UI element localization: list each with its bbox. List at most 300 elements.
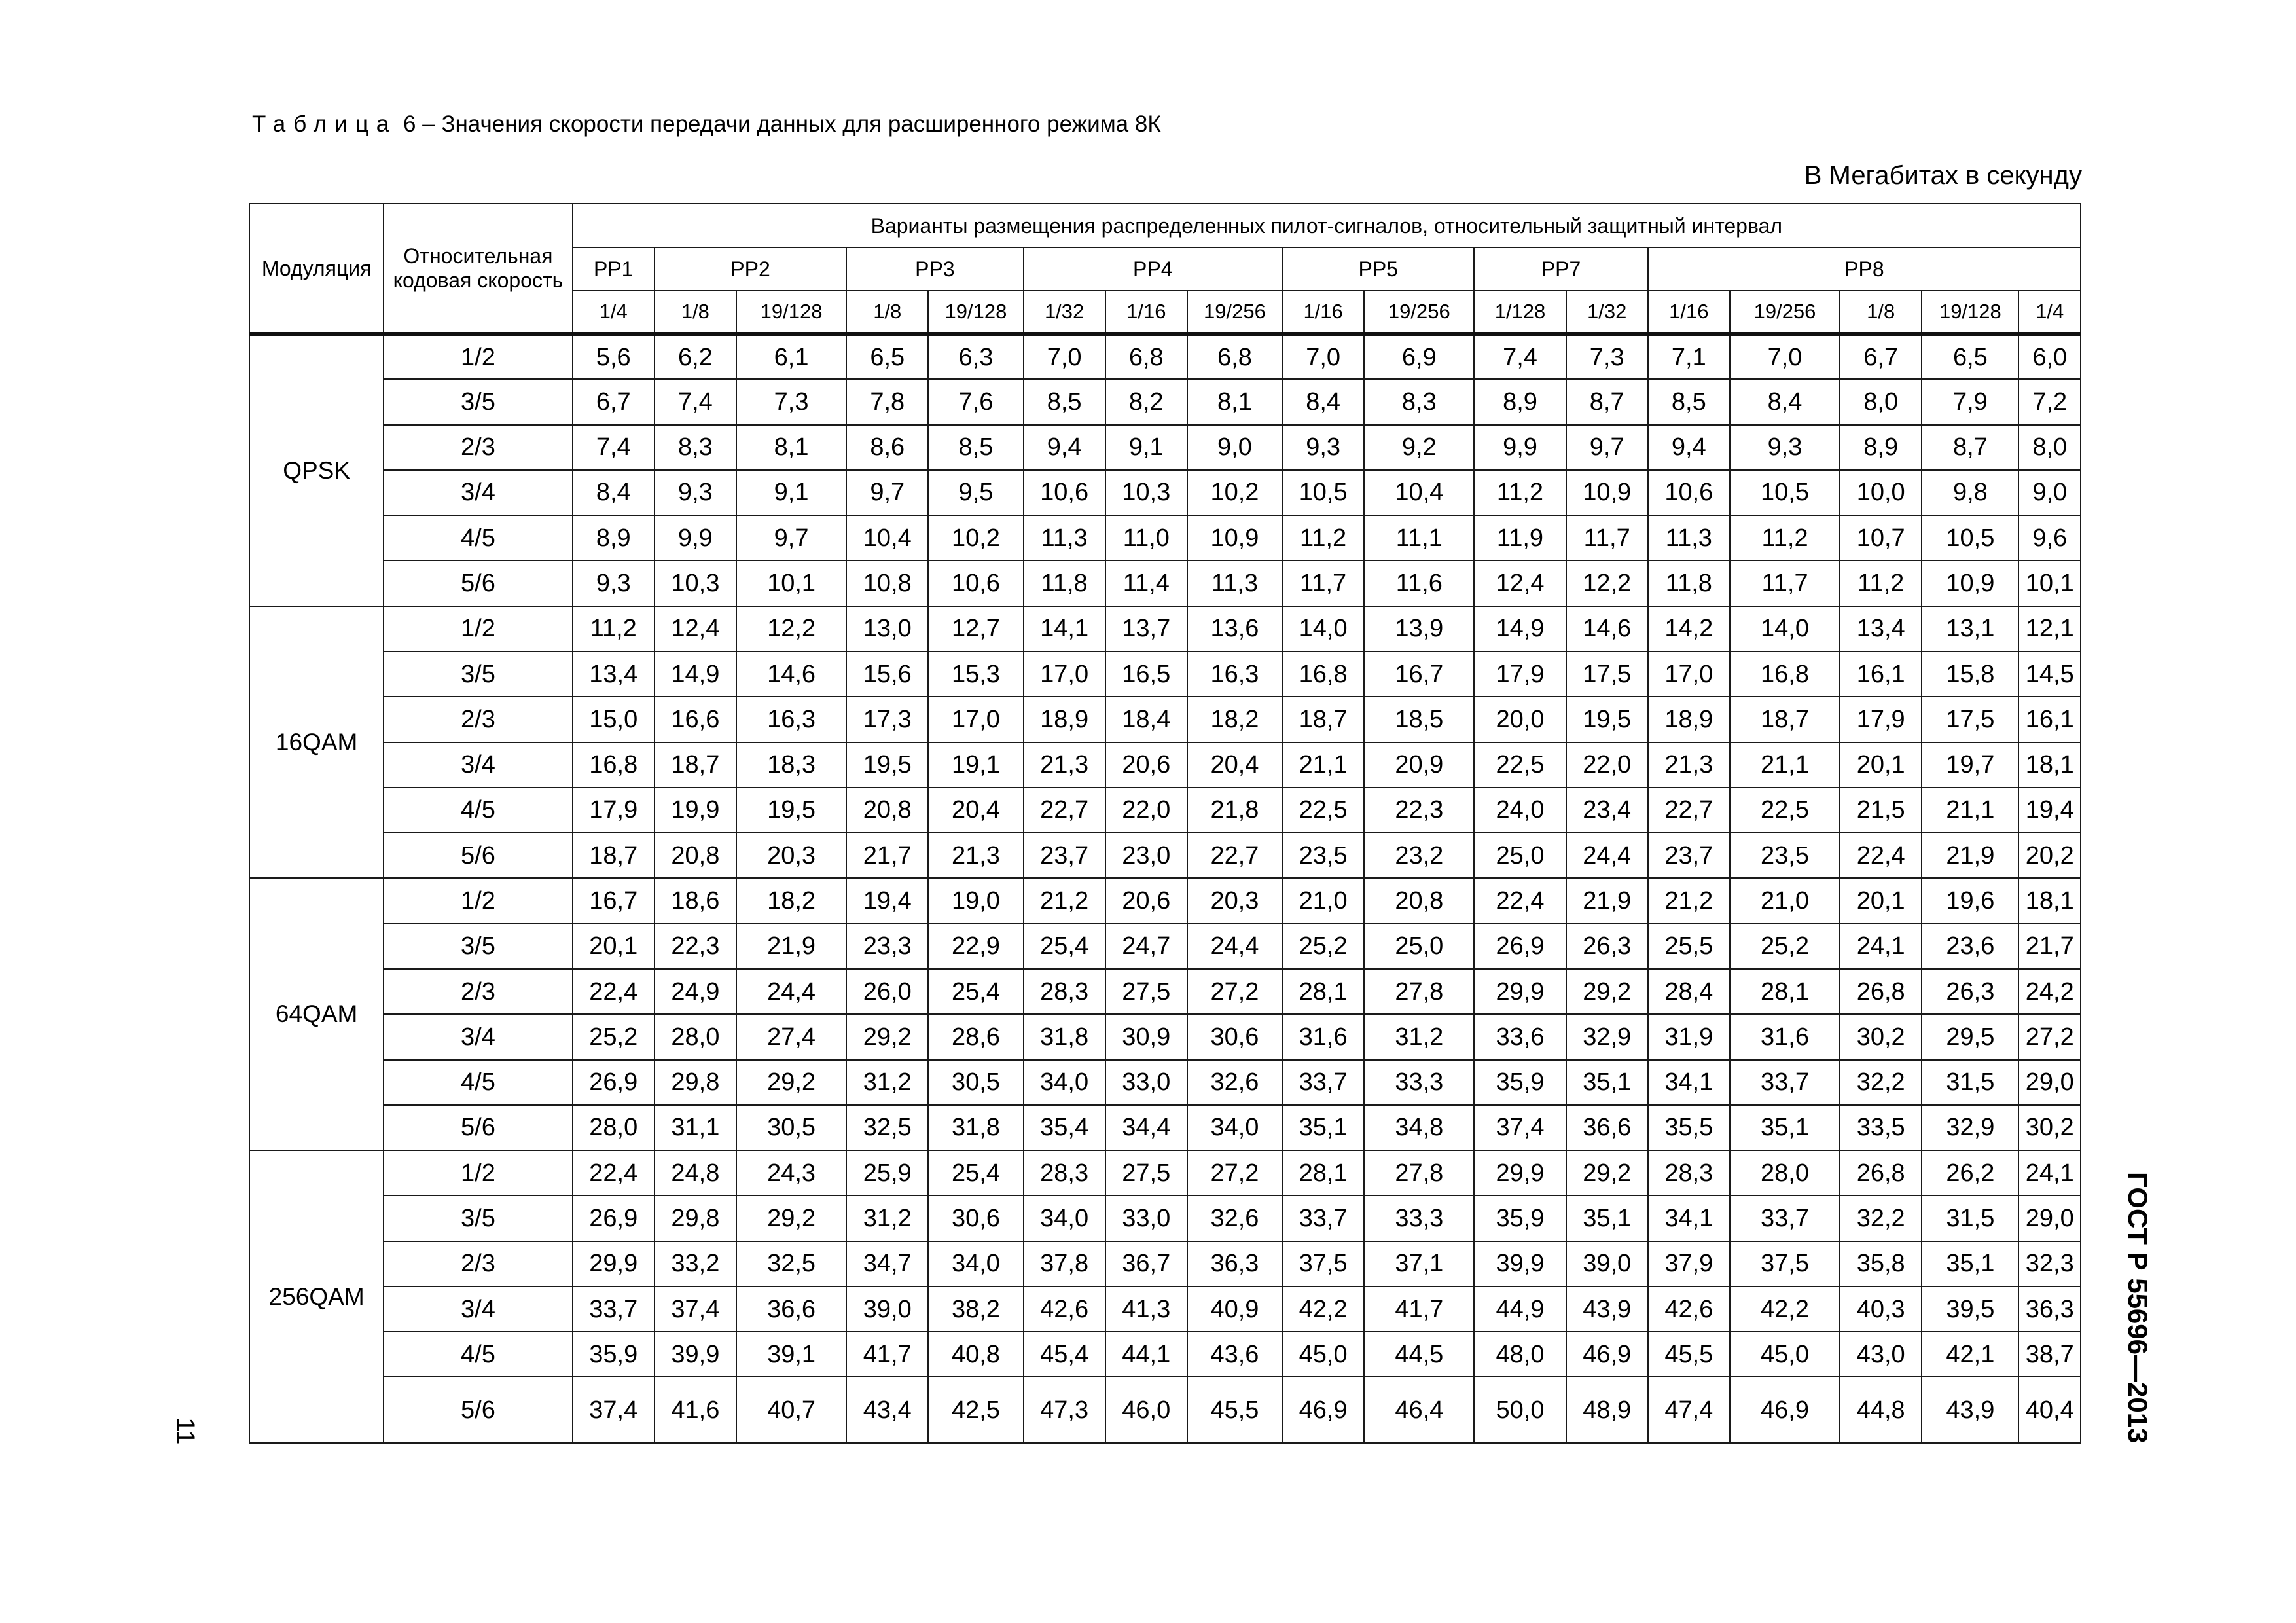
value-cell: 6,8 — [1187, 334, 1282, 379]
value-cell: 9,7 — [736, 515, 846, 560]
code-rate-cell: 2/3 — [384, 697, 572, 742]
value-cell: 29,2 — [736, 1060, 846, 1105]
value-cell: 14,1 — [1024, 606, 1105, 651]
value-cell: 26,9 — [573, 1195, 655, 1241]
code-rate-cell: 3/4 — [384, 1286, 572, 1332]
value-cell: 10,1 — [736, 560, 846, 606]
value-cell: 32,3 — [2018, 1241, 2081, 1286]
value-cell: 7,6 — [928, 379, 1023, 424]
value-cell: 10,8 — [846, 560, 928, 606]
value-cell: 31,6 — [1282, 1014, 1364, 1059]
value-cell: 37,8 — [1024, 1241, 1105, 1286]
table-row — [249, 560, 2081, 606]
value-cell: 10,7 — [1840, 515, 1922, 560]
value-cell: 8,7 — [1922, 425, 2018, 470]
value-cell: 33,7 — [1730, 1060, 1840, 1105]
value-cell: 21,3 — [1648, 742, 1730, 788]
table-caption-lead: Таблица — [252, 111, 397, 137]
value-cell: 37,1 — [1364, 1241, 1474, 1286]
value-cell: 30,2 — [2018, 1105, 2081, 1150]
value-cell: 28,1 — [1730, 969, 1840, 1014]
value-cell: 8,9 — [573, 515, 655, 560]
value-cell: 25,2 — [1730, 924, 1840, 969]
value-cell: 41,3 — [1105, 1286, 1187, 1332]
pilot-pattern-header: PP2 — [655, 247, 846, 291]
code-rate-cell: 1/2 — [384, 606, 572, 651]
value-cell: 11,8 — [1648, 560, 1730, 606]
code-rate-cell: 1/2 — [384, 334, 572, 379]
value-cell: 24,4 — [1187, 924, 1282, 969]
value-cell: 25,4 — [1024, 924, 1105, 969]
value-cell: 17,9 — [1474, 651, 1566, 697]
value-cell: 21,5 — [1840, 788, 1922, 833]
table-row — [249, 1377, 2081, 1443]
value-cell: 28,3 — [1024, 969, 1105, 1014]
table-row — [249, 1286, 2081, 1332]
value-cell: 15,8 — [1922, 651, 2018, 697]
value-cell: 9,0 — [1187, 425, 1282, 470]
value-cell: 15,0 — [573, 697, 655, 742]
table-row — [249, 606, 2081, 651]
table-row — [249, 1195, 2081, 1241]
guard-interval-header: 19/128 — [736, 291, 846, 334]
table-row — [249, 1241, 2081, 1286]
value-cell: 8,4 — [573, 470, 655, 515]
value-cell: 29,9 — [1474, 969, 1566, 1014]
value-cell: 18,1 — [2018, 742, 2081, 788]
value-cell: 11,7 — [1566, 515, 1648, 560]
value-cell: 8,4 — [1730, 379, 1840, 424]
value-cell: 40,8 — [928, 1332, 1023, 1377]
value-cell: 13,7 — [1105, 606, 1187, 651]
value-cell: 26,8 — [1840, 1150, 1922, 1195]
value-cell: 19,5 — [736, 788, 846, 833]
value-cell: 13,9 — [1364, 606, 1474, 651]
value-cell: 16,7 — [573, 878, 655, 923]
value-cell: 7,3 — [736, 379, 846, 424]
value-cell: 24,1 — [2018, 1150, 2081, 1195]
value-cell: 22,4 — [573, 969, 655, 1014]
value-cell: 18,7 — [1730, 697, 1840, 742]
value-cell: 22,4 — [1840, 833, 1922, 878]
value-cell: 21,1 — [1730, 742, 1840, 788]
value-cell: 21,0 — [1282, 878, 1364, 923]
value-cell: 19,4 — [2018, 788, 2081, 833]
value-cell: 28,6 — [928, 1014, 1023, 1059]
value-cell: 21,8 — [1187, 788, 1282, 833]
modulation-cell: 16QAM — [249, 606, 384, 879]
value-cell: 7,1 — [1648, 334, 1730, 379]
value-cell: 8,9 — [1840, 425, 1922, 470]
value-cell: 34,1 — [1648, 1195, 1730, 1241]
value-cell: 35,1 — [1282, 1105, 1364, 1150]
value-cell: 43,4 — [846, 1377, 928, 1443]
value-cell: 26,9 — [573, 1060, 655, 1105]
value-cell: 6,1 — [736, 334, 846, 379]
value-cell: 33,5 — [1840, 1105, 1922, 1150]
value-cell: 22,5 — [1730, 788, 1840, 833]
value-cell: 40,7 — [736, 1377, 846, 1443]
code-rate-cell: 5/6 — [384, 560, 572, 606]
value-cell: 10,4 — [1364, 470, 1474, 515]
value-cell: 26,2 — [1922, 1150, 2018, 1195]
value-cell: 7,4 — [573, 425, 655, 470]
value-cell: 34,1 — [1648, 1060, 1730, 1105]
value-cell: 46,4 — [1364, 1377, 1474, 1443]
value-cell: 11,3 — [1024, 515, 1105, 560]
value-cell: 26,0 — [846, 969, 928, 1014]
table-row — [249, 969, 2081, 1014]
value-cell: 18,2 — [736, 878, 846, 923]
value-cell: 47,3 — [1024, 1377, 1105, 1443]
value-cell: 12,2 — [736, 606, 846, 651]
value-cell: 11,2 — [1474, 470, 1566, 515]
value-cell: 46,9 — [1566, 1332, 1648, 1377]
value-cell: 22,5 — [1282, 788, 1364, 833]
value-cell: 33,6 — [1474, 1014, 1566, 1059]
value-cell: 22,4 — [573, 1150, 655, 1195]
table-row — [249, 515, 2081, 560]
value-cell: 8,2 — [1105, 379, 1187, 424]
value-cell: 43,6 — [1187, 1332, 1282, 1377]
value-cell: 21,9 — [1566, 878, 1648, 923]
value-cell: 6,9 — [1364, 334, 1474, 379]
value-cell: 25,4 — [928, 1150, 1023, 1195]
value-cell: 9,1 — [736, 470, 846, 515]
guard-interval-header: 1/16 — [1282, 291, 1364, 334]
table-row — [249, 379, 2081, 424]
value-cell: 41,7 — [1364, 1286, 1474, 1332]
value-cell: 17,9 — [573, 788, 655, 833]
modulation-cell: 256QAM — [249, 1150, 384, 1443]
guard-interval-header: 1/32 — [1024, 291, 1105, 334]
code-rate-cell: 3/5 — [384, 924, 572, 969]
value-cell: 47,4 — [1648, 1377, 1730, 1443]
value-cell: 32,6 — [1187, 1195, 1282, 1241]
value-cell: 7,4 — [1474, 334, 1566, 379]
value-cell: 26,3 — [1922, 969, 2018, 1014]
value-cell: 11,9 — [1474, 515, 1566, 560]
value-cell: 20,3 — [1187, 878, 1282, 923]
modulation-cell: QPSK — [249, 334, 384, 606]
value-cell: 6,5 — [846, 334, 928, 379]
value-cell: 22,7 — [1187, 833, 1282, 878]
value-cell: 46,9 — [1282, 1377, 1364, 1443]
value-cell: 11,7 — [1282, 560, 1364, 606]
value-cell: 36,3 — [1187, 1241, 1282, 1286]
value-cell: 25,2 — [1282, 924, 1364, 969]
value-cell: 20,6 — [1105, 878, 1187, 923]
value-cell: 30,5 — [736, 1105, 846, 1150]
value-cell: 32,2 — [1840, 1060, 1922, 1105]
value-cell: 43,0 — [1840, 1332, 1922, 1377]
value-cell: 15,3 — [928, 651, 1023, 697]
value-cell: 14,5 — [2018, 651, 2081, 697]
code-rate-cell: 5/6 — [384, 1377, 572, 1443]
value-cell: 42,2 — [1730, 1286, 1840, 1332]
value-cell: 16,3 — [736, 697, 846, 742]
value-cell: 7,0 — [1024, 334, 1105, 379]
value-cell: 14,9 — [1474, 606, 1566, 651]
value-cell: 21,1 — [1282, 742, 1364, 788]
value-cell: 33,3 — [1364, 1060, 1474, 1105]
value-cell: 48,0 — [1474, 1332, 1566, 1377]
guard-interval-header: 19/256 — [1364, 291, 1474, 334]
value-cell: 33,7 — [573, 1286, 655, 1332]
value-cell: 39,1 — [736, 1332, 846, 1377]
value-cell: 8,3 — [655, 425, 736, 470]
value-cell: 22,0 — [1105, 788, 1187, 833]
value-cell: 10,0 — [1840, 470, 1922, 515]
code-rate-cell: 1/2 — [384, 878, 572, 923]
value-cell: 33,0 — [1105, 1060, 1187, 1105]
value-cell: 29,0 — [2018, 1060, 2081, 1105]
pilot-pattern-header: PP7 — [1474, 247, 1647, 291]
value-cell: 36,7 — [1105, 1241, 1187, 1286]
value-cell: 32,5 — [846, 1105, 928, 1150]
value-cell: 9,1 — [1105, 425, 1187, 470]
value-cell: 25,4 — [928, 969, 1023, 1014]
value-cell: 21,7 — [846, 833, 928, 878]
guard-interval-header: 19/256 — [1730, 291, 1840, 334]
value-cell: 28,3 — [1024, 1150, 1105, 1195]
value-cell: 9,2 — [1364, 425, 1474, 470]
value-cell: 23,2 — [1364, 833, 1474, 878]
value-cell: 11,6 — [1364, 560, 1474, 606]
value-cell: 24,3 — [736, 1150, 846, 1195]
value-cell: 11,2 — [1730, 515, 1840, 560]
value-cell: 16,8 — [1282, 651, 1364, 697]
value-cell: 11,8 — [1024, 560, 1105, 606]
value-cell: 35,1 — [1922, 1241, 2018, 1286]
table-row — [249, 470, 2081, 515]
value-cell: 20,8 — [846, 788, 928, 833]
value-cell: 34,4 — [1105, 1105, 1187, 1150]
value-cell: 11,2 — [1282, 515, 1364, 560]
value-cell: 32,5 — [736, 1241, 846, 1286]
value-cell: 24,0 — [1474, 788, 1566, 833]
value-cell: 13,4 — [573, 651, 655, 697]
value-cell: 31,2 — [846, 1195, 928, 1241]
value-cell: 45,0 — [1282, 1332, 1364, 1377]
value-cell: 23,4 — [1566, 788, 1648, 833]
code-rate-cell: 4/5 — [384, 515, 572, 560]
value-cell: 29,2 — [1566, 1150, 1648, 1195]
table-row — [249, 334, 2081, 379]
value-cell: 24,4 — [736, 969, 846, 1014]
value-cell: 23,5 — [1282, 833, 1364, 878]
value-cell: 16,8 — [573, 742, 655, 788]
value-cell: 10,3 — [655, 560, 736, 606]
value-cell: 23,7 — [1024, 833, 1105, 878]
value-cell: 6,0 — [2018, 334, 2081, 379]
value-cell: 11,1 — [1364, 515, 1474, 560]
value-cell: 32,9 — [1566, 1014, 1648, 1059]
value-cell: 8,7 — [1566, 379, 1648, 424]
code-rate-cell: 3/5 — [384, 379, 572, 424]
value-cell: 44,8 — [1840, 1377, 1922, 1443]
value-cell: 9,4 — [1024, 425, 1105, 470]
value-cell: 6,3 — [928, 334, 1023, 379]
value-cell: 44,9 — [1474, 1286, 1566, 1332]
modulation-header: Модуляция — [249, 204, 384, 334]
value-cell: 12,7 — [928, 606, 1023, 651]
value-cell: 10,4 — [846, 515, 928, 560]
value-cell: 25,0 — [1474, 833, 1566, 878]
value-cell: 22,3 — [1364, 788, 1474, 833]
value-cell: 38,2 — [928, 1286, 1023, 1332]
value-cell: 7,9 — [1922, 379, 2018, 424]
value-cell: 19,9 — [655, 788, 736, 833]
value-cell: 10,5 — [1282, 470, 1364, 515]
value-cell: 19,6 — [1922, 878, 2018, 923]
modulation-cell: 64QAM — [249, 878, 384, 1150]
value-cell: 20,8 — [655, 833, 736, 878]
value-cell: 42,2 — [1282, 1286, 1364, 1332]
value-cell: 31,9 — [1648, 1014, 1730, 1059]
value-cell: 37,4 — [655, 1286, 736, 1332]
value-cell: 39,9 — [655, 1332, 736, 1377]
value-cell: 9,9 — [1474, 425, 1566, 470]
guard-interval-header: 19/128 — [1922, 291, 2018, 334]
value-cell: 20,8 — [1364, 878, 1474, 923]
pilot-pattern-header: PP5 — [1282, 247, 1474, 291]
code-rate-cell: 4/5 — [384, 1060, 572, 1105]
guard-interval-header: 1/4 — [2018, 291, 2081, 334]
value-cell: 36,6 — [736, 1286, 846, 1332]
value-cell: 31,8 — [928, 1105, 1023, 1150]
value-cell: 32,9 — [1922, 1105, 2018, 1150]
value-cell: 11,2 — [1840, 560, 1922, 606]
value-cell: 7,8 — [846, 379, 928, 424]
value-cell: 8,1 — [736, 425, 846, 470]
value-cell: 25,2 — [573, 1014, 655, 1059]
value-cell: 14,2 — [1648, 606, 1730, 651]
value-cell: 8,0 — [1840, 379, 1922, 424]
value-cell: 35,1 — [1566, 1060, 1648, 1105]
value-cell: 20,4 — [1187, 742, 1282, 788]
value-cell: 39,0 — [1566, 1241, 1648, 1286]
value-cell: 20,3 — [736, 833, 846, 878]
table-row — [249, 697, 2081, 742]
value-cell: 25,5 — [1648, 924, 1730, 969]
value-cell: 8,0 — [2018, 425, 2081, 470]
value-cell: 9,6 — [2018, 515, 2081, 560]
value-cell: 10,5 — [1730, 470, 1840, 515]
guard-interval-header: 1/8 — [655, 291, 736, 334]
value-cell: 33,0 — [1105, 1195, 1187, 1241]
value-cell: 8,3 — [1364, 379, 1474, 424]
value-cell: 45,4 — [1024, 1332, 1105, 1377]
value-cell: 20,4 — [928, 788, 1023, 833]
pilot-pattern-header: PP3 — [846, 247, 1023, 291]
value-cell: 22,4 — [1474, 878, 1566, 923]
value-cell: 21,2 — [1024, 878, 1105, 923]
value-cell: 41,7 — [846, 1332, 928, 1377]
value-cell: 9,9 — [655, 515, 736, 560]
value-cell: 10,6 — [1024, 470, 1105, 515]
value-cell: 10,6 — [1648, 470, 1730, 515]
value-cell: 8,9 — [1474, 379, 1566, 424]
value-cell: 26,3 — [1566, 924, 1648, 969]
value-cell: 28,0 — [1730, 1150, 1840, 1195]
units-label: В Мегабитах в секунду — [1804, 161, 2082, 190]
value-cell: 42,6 — [1648, 1286, 1730, 1332]
value-cell: 22,5 — [1474, 742, 1566, 788]
guard-interval-header: 1/32 — [1566, 291, 1648, 334]
value-cell: 40,9 — [1187, 1286, 1282, 1332]
value-cell: 10,6 — [928, 560, 1023, 606]
value-cell: 12,4 — [1474, 560, 1566, 606]
value-cell: 29,2 — [736, 1195, 846, 1241]
value-cell: 50,0 — [1474, 1377, 1566, 1443]
value-cell: 29,0 — [2018, 1195, 2081, 1241]
value-cell: 18,9 — [1024, 697, 1105, 742]
value-cell: 16,6 — [655, 697, 736, 742]
value-cell: 45,5 — [1187, 1377, 1282, 1443]
value-cell: 22,7 — [1648, 788, 1730, 833]
value-cell: 34,0 — [1024, 1060, 1105, 1105]
value-cell: 11,3 — [1187, 560, 1282, 606]
guard-interval-header: 1/8 — [1840, 291, 1922, 334]
table-row — [249, 651, 2081, 697]
value-cell: 38,7 — [2018, 1332, 2081, 1377]
table-row — [249, 1060, 2081, 1105]
value-cell: 10,9 — [1922, 560, 2018, 606]
document-code: ГОСТ Р 55696—2013 — [2123, 1172, 2153, 1444]
code-rate-cell: 5/6 — [384, 833, 572, 878]
value-cell: 34,8 — [1364, 1105, 1474, 1150]
value-cell: 35,9 — [573, 1332, 655, 1377]
code-rate-cell: 5/6 — [384, 1105, 572, 1150]
code-rate-cell: 4/5 — [384, 788, 572, 833]
value-cell: 33,7 — [1730, 1195, 1840, 1241]
value-cell: 35,8 — [1840, 1241, 1922, 1286]
code-rate-cell: 4/5 — [384, 1332, 572, 1377]
value-cell: 30,5 — [928, 1060, 1023, 1105]
value-cell: 35,9 — [1474, 1195, 1566, 1241]
value-cell: 21,7 — [2018, 924, 2081, 969]
value-cell: 19,5 — [1566, 697, 1648, 742]
value-cell: 21,0 — [1730, 878, 1840, 923]
guard-interval-header: 19/128 — [928, 291, 1023, 334]
value-cell: 27,5 — [1105, 1150, 1187, 1195]
value-cell: 19,1 — [928, 742, 1023, 788]
value-cell: 34,0 — [1187, 1105, 1282, 1150]
value-cell: 14,0 — [1282, 606, 1364, 651]
value-cell: 34,7 — [846, 1241, 928, 1286]
value-cell: 35,1 — [1566, 1195, 1648, 1241]
value-cell: 6,2 — [655, 334, 736, 379]
value-cell: 45,5 — [1648, 1332, 1730, 1377]
value-cell: 44,5 — [1364, 1332, 1474, 1377]
value-cell: 43,9 — [1566, 1286, 1648, 1332]
value-cell: 7,2 — [2018, 379, 2081, 424]
value-cell: 16,8 — [1730, 651, 1840, 697]
value-cell: 25,9 — [846, 1150, 928, 1195]
value-cell: 11,3 — [1648, 515, 1730, 560]
value-cell: 20,1 — [1840, 878, 1922, 923]
value-cell: 17,9 — [1840, 697, 1922, 742]
value-cell: 21,1 — [1922, 788, 2018, 833]
value-cell: 8,4 — [1282, 379, 1364, 424]
value-cell: 28,0 — [573, 1105, 655, 1150]
value-cell: 48,9 — [1566, 1377, 1648, 1443]
value-cell: 22,9 — [928, 924, 1023, 969]
value-cell: 28,0 — [655, 1014, 736, 1059]
value-cell: 18,3 — [736, 742, 846, 788]
value-cell: 17,0 — [1648, 651, 1730, 697]
